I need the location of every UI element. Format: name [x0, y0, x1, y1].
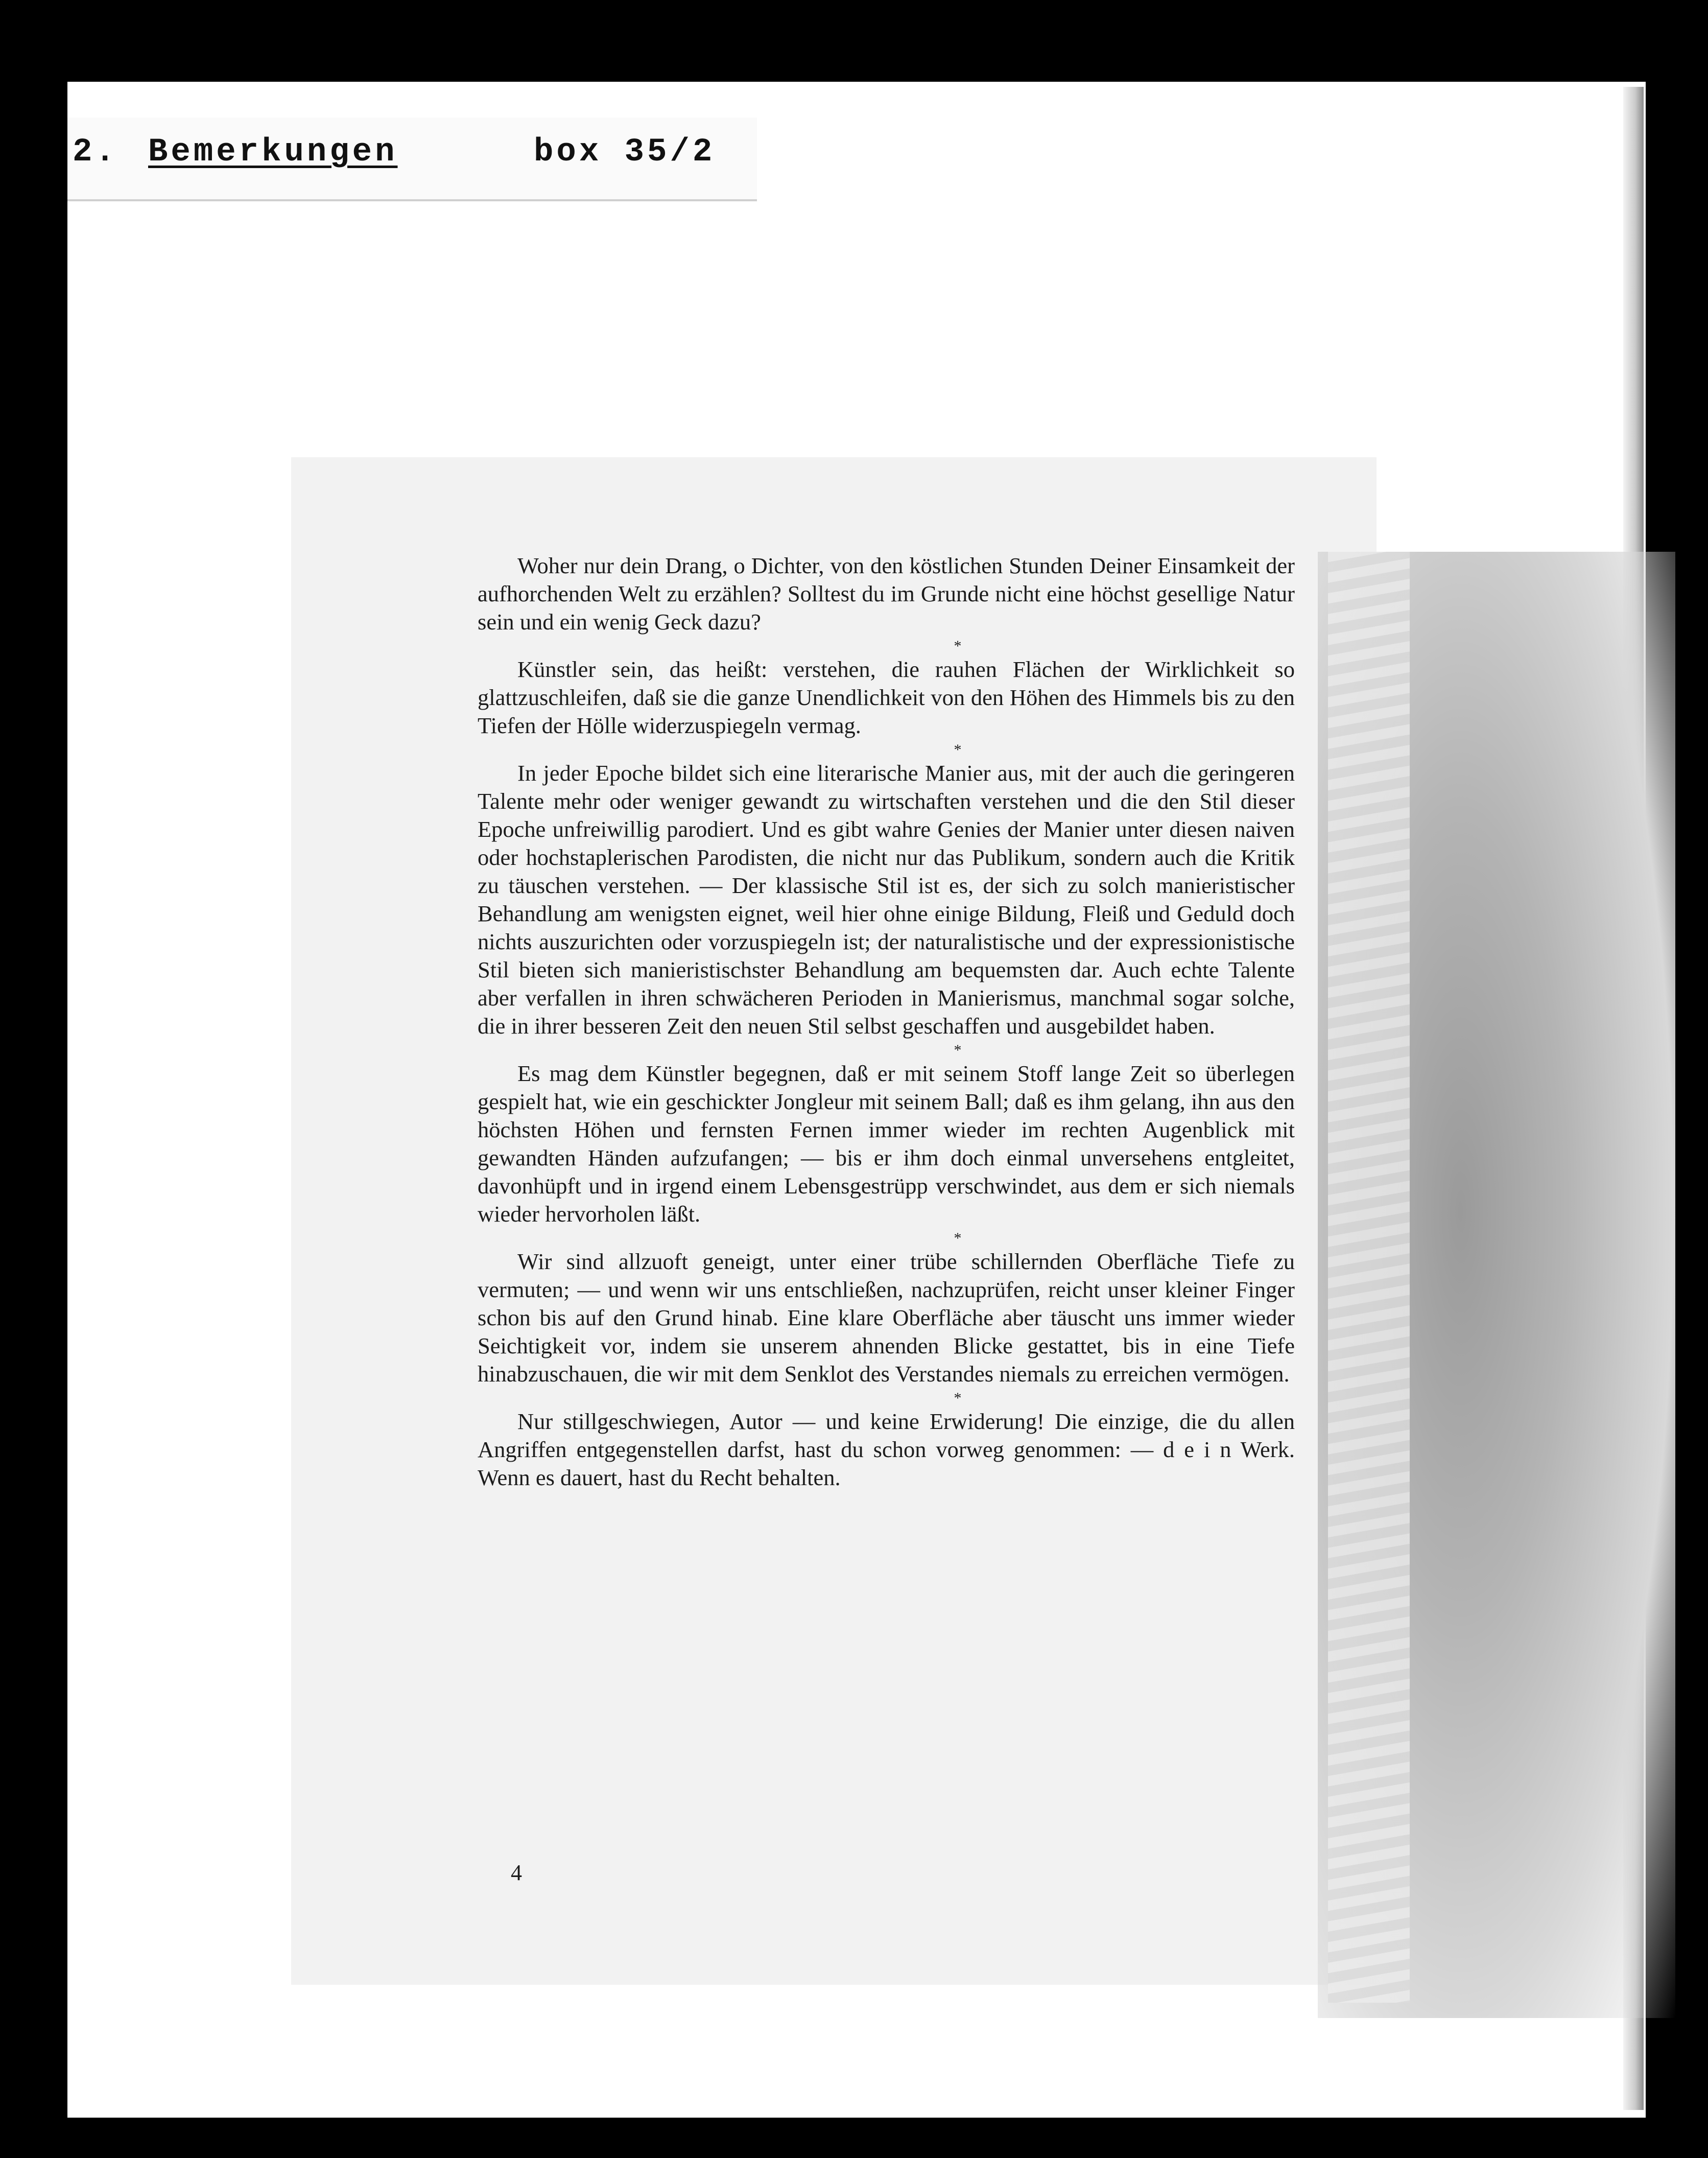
paragraph-3: In jeder Epoche bildet sich eine literarische Manier aus, mit der auch die geringeren Talente mehr oder weniger gewandt zu wirtschaften verstehen und die den Stil dieser Epoche unfreiwillig parodiert. Und es gibt wahre Genies der Manier unter diesen naiven oder hochstaplerischen Parodisten, die nicht nur das Publikum, sondern auch die Kritik zu täuschen verstehen. — Der klassische Stil ist es, der sich zu solch manieristischer Behandlung am wenigsten eignet, weil hier ohne einige Bildung, Fleiß und Geduld doch nichts auszurichten oder vorzuspiegeln ist; der naturalistische und der expressionistische Stil bieten sich manieristischster Behandlung am bequemsten dar. Auch echte Talente aber verfallen in ihren schwächeren Perioden in Manierismus, manchmal sogar solche, die in ihrer besseren Zeit den neuen Stil selbst geschaffen und ausgebildet haben. — [478, 760, 1295, 1039]
asterisk-separator: * — [954, 1042, 962, 1059]
asterisk-separator: * — [954, 638, 962, 654]
folder-number: 2. — [73, 134, 118, 171]
aphorism-text — [478, 552, 1295, 1511]
paragraph-5: Wir sind allzuoft geneigt, unter einer trübe schillernden Oberfläche Tiefe zu vermuten; — und wenn wir uns entschließen, nachzuprüfen, reicht unser kleiner Finger schon bis auf den Grund hinab. Eine klare Oberfläche aber täuscht uns immer wieder Seichtigkeit vor, indem sie unserem ahnenden Blicke gestattet, bis in eine Tiefe hinabzuschauen, die wir mit dem Senklot des Verstandes niemals zu erreichen vermögen. — [478, 1249, 1295, 1387]
page-number: 4 — [511, 1860, 522, 1885]
paragraph-4: Es mag dem Künstler begegnen, daß er mit seinem Stoff lange Zeit so überlegen gespielt hat, wie ein geschickter Jongleur mit seinem Ball; daß es ihm gelang, ihn aus den höchsten Höhen und fernsten Fernen immer wieder im rechten Augenblick mit gewandten Händen aufzufangen; — bis er ihm doch einmal unversehens entgleitet, davonhüpft und in irgend einem Lebensgestrüpp verschwindet, aus dem er sich niemals wieder hervorholen läßt. — [478, 1061, 1295, 1227]
asterisk-separator: * — [954, 1230, 962, 1247]
asterisk-separator: * — [954, 741, 962, 758]
asterisk-separator: * — [954, 1390, 962, 1406]
paragraph-1: Woher nur dein Drang, o Dichter, von den köstlichen Stunden Deiner Einsamkeit der aufhorchenden Welt zu erzählen? Solltest du im Grunde nicht eine höchst gesellige Natur sein und ein wenig Geck dazu? — [478, 553, 1295, 635]
paragraph-6: Nur stillgeschwiegen, Autor — und keine Erwiderung! Die einzige, die du allen Angriffen entgegenstellen darfst, hast du schon vorweg genommen: — d e i n Werk. Wenn es dauert, hast du Recht behalten. — [478, 1409, 1295, 1490]
box-reference: box 35/2 — [534, 134, 716, 171]
paragraph-2: Künstler sein, das heißt: verstehen, die rauhen Flächen der Wirklichkeit so glattzuschleifen, daß sie die ganze Unendlichkeit von den Höhen des Himmels bis zu den Tiefen der Hölle widerzuspiegeln vermag. — [478, 656, 1295, 738]
folder-title: Bemerkungen — [148, 134, 398, 171]
torn-edge — [1328, 552, 1410, 2003]
